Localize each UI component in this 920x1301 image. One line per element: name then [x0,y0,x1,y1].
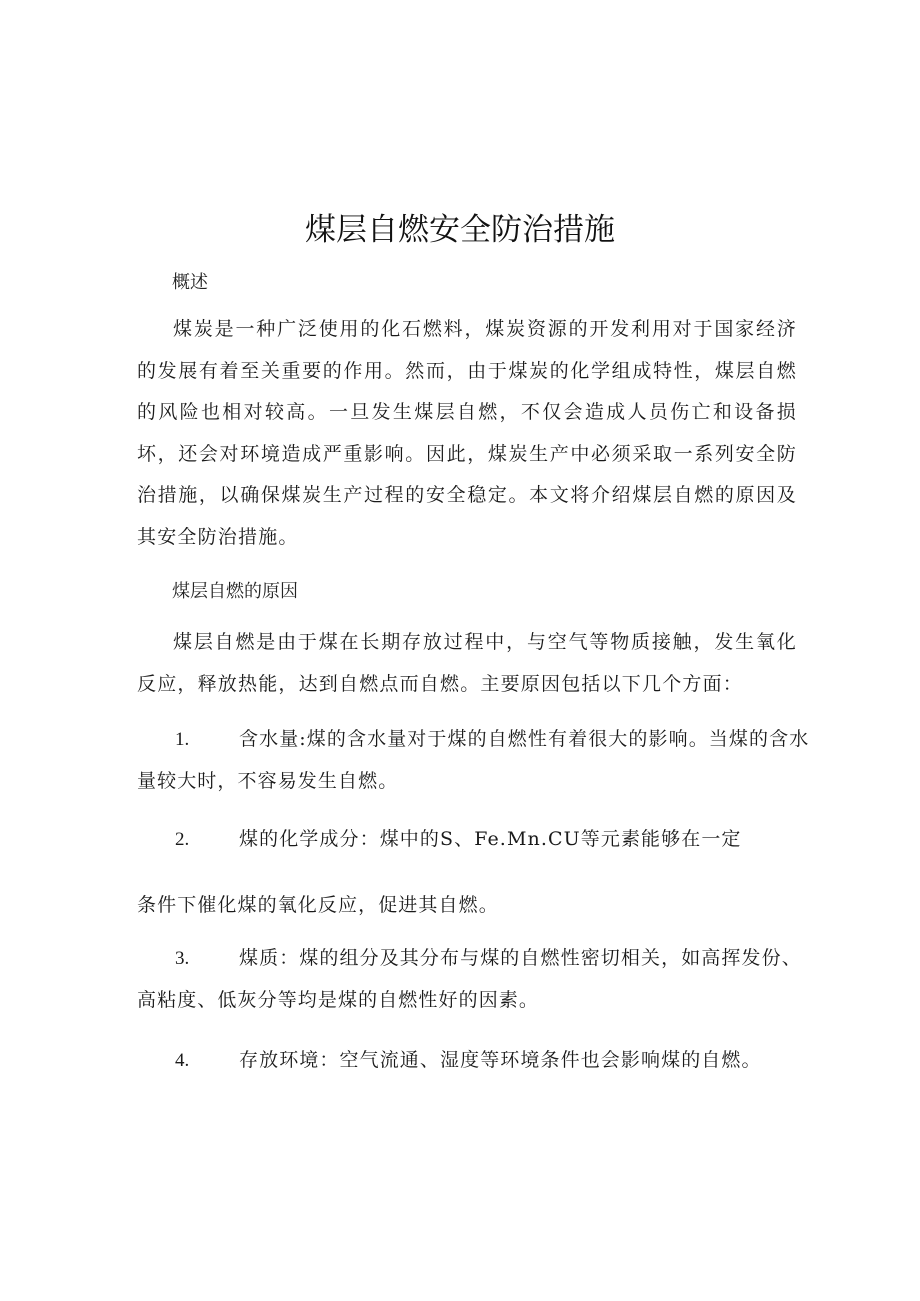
list-item-continuation: 条件下催化煤的氧化反应，促进其自燃。 [137,894,499,916]
list-item-number: 3. [175,948,190,969]
list-item-number: 4. [175,1050,190,1071]
section-heading-overview: 概述 [172,272,208,293]
list-item-text: 煤的化学成分：煤中的S、Fe.Mn.CU等元素能够在一定 [239,828,742,850]
list-item [137,1040,817,1082]
list-item [137,719,817,802]
overview-paragraph: 煤炭是一种广泛使用的化石燃料，煤炭资源的开发利用对于国家经济的发展有着至关重要的作用。然而，由于煤炭的化学组成特性，煤层自燃的风险也相对较高。一旦发生煤层自燃，不仅会造成人员伤亡和设备损坏，还会对环境造成严重影响。因此，煤炭生产中必须采取一系列安全防治措施，以确保煤炭生产过程的安全稳定。本文将介绍煤层自燃的原因及其安全防治措施。 [137,318,797,548]
list-item-number: 1. [175,729,190,750]
list-item-text: 含水量:煤的含水量对于煤的自燃性有着很大的影响。当煤的含水量较大时，不容易发生自燃。 [137,728,810,792]
page-title: 煤层自燃安全防治措施 [305,212,615,248]
list-item [137,938,817,1021]
list-item-text: 煤质：煤的组分及其分布与煤的自燃性密切相关，如高挥发份、高粘度、低灰分等均是煤的自燃性好的因素。 [137,947,802,1011]
list-item-number: 2. [175,829,190,850]
section-heading-causes: 煤层自燃的原因 [172,581,298,602]
list-item-text: 存放环境：空气流通、湿度等环境条件也会影响煤的自燃。 [239,1049,762,1071]
causes-paragraph: 煤层自燃是由于煤在长期存放过程中，与空气等物质接触，发生氧化反应，释放热能，达到自燃点而自燃。主要原因包括以下几个方面： [137,631,797,695]
list-item [137,819,817,861]
